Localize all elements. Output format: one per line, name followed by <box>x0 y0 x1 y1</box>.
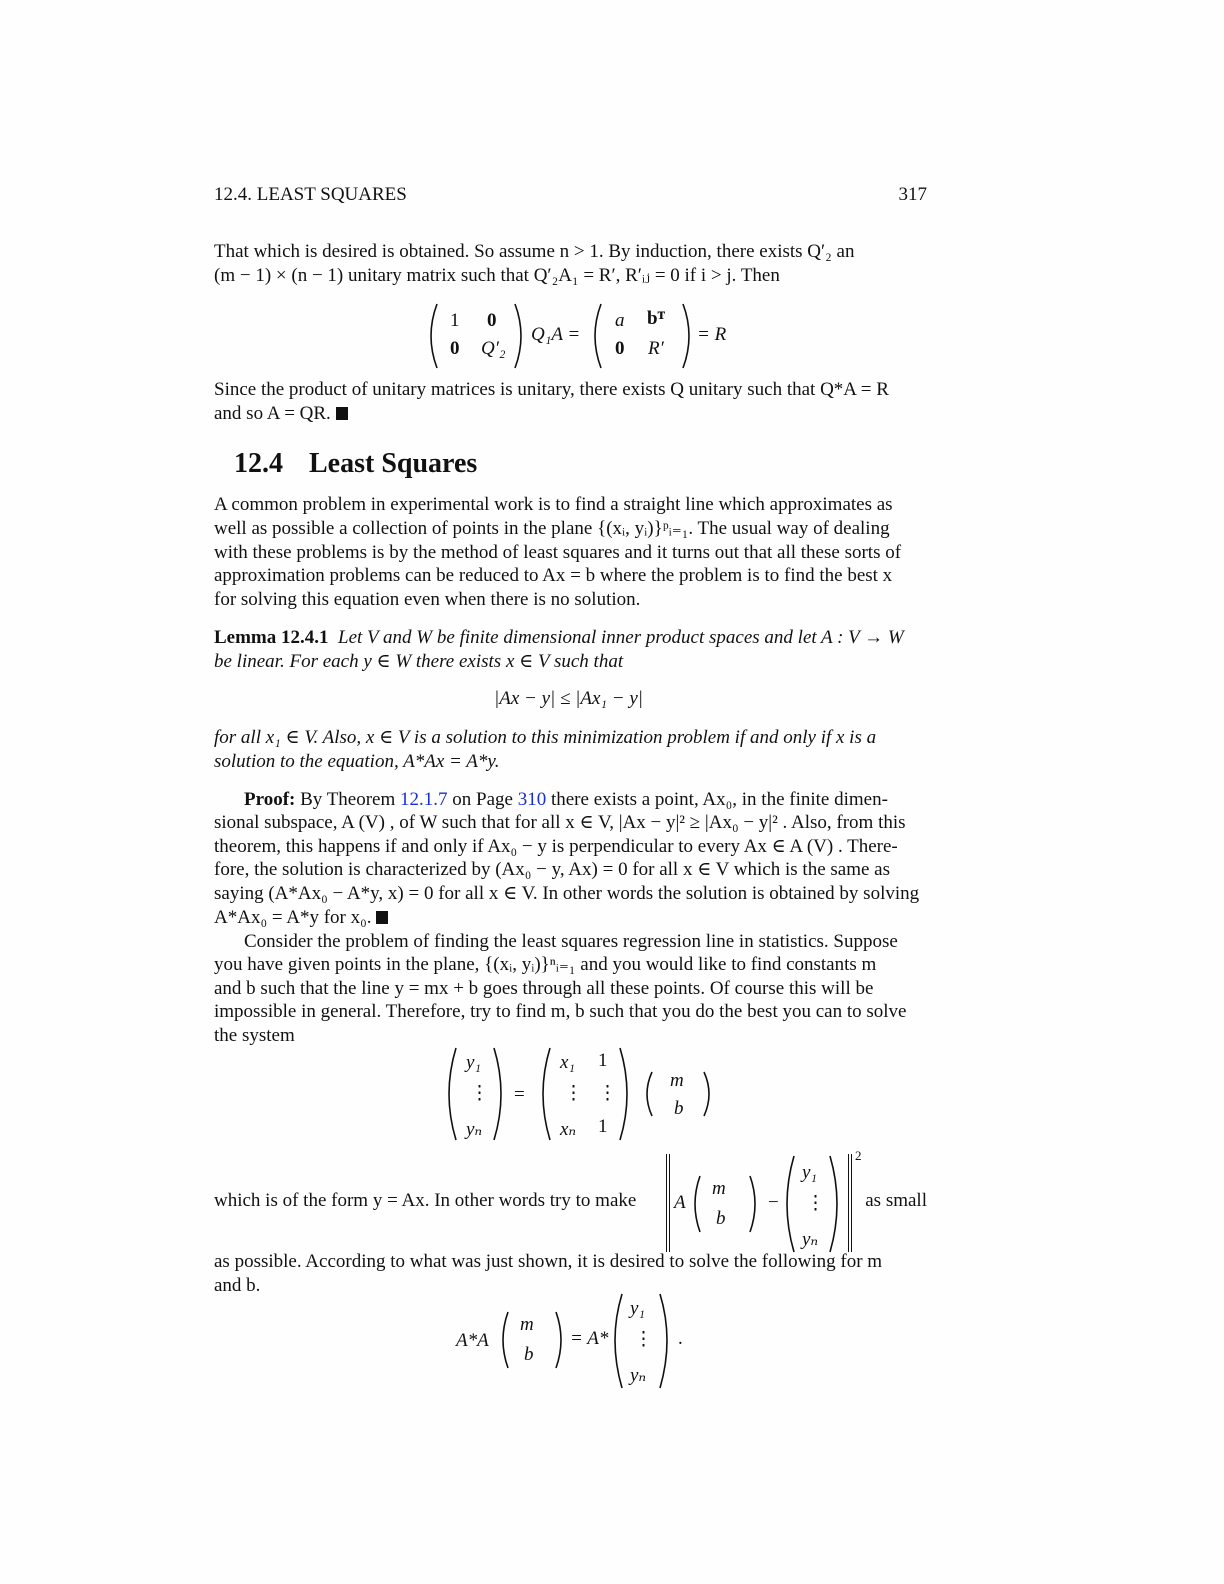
paragraph-line: and b such that the line y = mx + b goes through all these points. Of course this will be <box>214 978 874 999</box>
matrix-cell: ⋮ <box>564 1083 583 1104</box>
page-number: 317 <box>898 184 927 205</box>
vector-cell: y₁ <box>630 1298 646 1319</box>
matrix-cell: R′ <box>648 338 664 359</box>
lemma-line-2: be linear. For each y ∈ W there exists x ∈ V such that <box>214 651 624 672</box>
equation-block-normal-equations <box>456 1292 696 1392</box>
equation-block-matrix-qr <box>421 300 741 372</box>
paragraph-line: A common problem in experimental work is to find a straight line which approximates as <box>214 494 893 515</box>
vector-cell: ⋮ <box>470 1083 489 1104</box>
vector-cell: b <box>524 1344 534 1365</box>
vector-cell: yₙ <box>630 1365 647 1386</box>
proof-line: saying (A*Ax₀ − A*y, x) = 0 for all x ∈ V. In other words the solution is obtained by solving <box>214 883 920 904</box>
equation-block-system <box>442 1044 712 1144</box>
vector-cell: m <box>670 1070 684 1091</box>
vector-cell: m <box>712 1178 726 1199</box>
matrix-symbol: A <box>674 1192 686 1213</box>
vector-cell: y₁ <box>802 1162 818 1183</box>
norm-bar <box>851 1154 852 1252</box>
matrix-cell: bᵀ <box>647 308 665 329</box>
paragraph-line: and b. <box>214 1275 261 1296</box>
paragraph-line: the system <box>214 1025 295 1046</box>
norm-expression <box>666 1148 866 1256</box>
norm-bar <box>848 1154 849 1252</box>
intro-line-1: That which is desired is obtained. So assume n > 1. By induction, there exists Q′₂ an <box>214 241 855 262</box>
qed-square-icon <box>376 911 388 924</box>
intro-line-2: (m − 1) × (n − 1) unitary matrix such that Q′₂A₁ = R′, R′ᵢⱼ = 0 if i > j. Then <box>214 265 780 286</box>
proof-line-last: A*Ax₀ = A*y for x₀. <box>214 906 388 930</box>
equation-text: Q₁A = <box>531 324 581 345</box>
equation-text: = R <box>697 324 727 345</box>
exponent: 2 <box>855 1148 862 1163</box>
paragraph-line: well as possible a collection of points in the plane {(xᵢ, yᵢ)}ᵖᵢ₌₁. The usual way of dealing <box>214 518 890 539</box>
vector-cell: b <box>674 1098 684 1119</box>
proof-line: fore, the solution is characterized by (Ax₀ − y, Ax) = 0 for all x ∈ V which is the same as <box>214 859 890 880</box>
period: . <box>678 1328 683 1349</box>
section-heading: 12.4 Least Squares <box>234 448 478 479</box>
equation-text: A*A <box>456 1330 489 1351</box>
paragraph-line: approximation problems can be reduced to Ax = b where the problem is to find the best x <box>214 565 893 586</box>
matrix-cell: a <box>615 310 625 331</box>
theorem-link[interactable]: 12.1.7 <box>400 789 448 810</box>
lemma-line-1: Lemma 12.4.1 Let V and W be finite dimensional inner product spaces and let A : V → W <box>214 627 904 648</box>
paragraph-line: as possible. According to what was just shown, it is desired to solve the following for m <box>214 1251 883 1272</box>
matrix-cell: 0 <box>487 310 497 331</box>
form-line-tail: as small <box>865 1190 927 1211</box>
equation-text: = A* <box>570 1328 609 1349</box>
proof-label: Proof: <box>244 789 296 810</box>
qed-square-icon <box>336 407 348 420</box>
form-line-text: which is of the form y = Ax. In other words try to make <box>214 1190 637 1211</box>
matrix-cell: 1 <box>450 310 460 331</box>
paragraph-line: Consider the problem of finding the least squares regression line in statistics. Suppose <box>244 931 898 952</box>
vector-cell: ⋮ <box>806 1193 825 1214</box>
matrix-cell: 1 <box>598 1050 608 1071</box>
paragraph-line: you have given points in the plane, {(xᵢ, yᵢ)}ⁿᵢ₌₁ and you would like to find constants m <box>214 954 877 975</box>
since-line-2: and so A = QR. <box>214 402 348 426</box>
paragraph-line: with these problems is by the method of least squares and it turns out that all these sorts of <box>214 542 902 563</box>
lemma-line-3: for all x₁ ∈ V. Also, x ∈ V is a solution to this minimization problem if and only if x is a <box>214 727 877 748</box>
vector-cell: b <box>716 1208 726 1229</box>
proof-line: sional subspace, A (V) , of W such that for all x ∈ V, |Ax − y|² ≥ |Ax₀ − y|² . Also, from this <box>214 812 906 833</box>
since-line-1: Since the product of unitary matrices is unitary, there exists Q unitary such that Q*A = R <box>214 379 889 400</box>
running-header: 12.4. LEAST SQUARES <box>214 184 407 205</box>
matrix-cell: xₙ <box>560 1119 577 1140</box>
matrix-parens <box>666 1152 866 1256</box>
paragraph-line: impossible in general. Therefore, try to find m, b such that you do the best you can to solve <box>214 1001 907 1022</box>
vector-cell: m <box>520 1314 534 1335</box>
matrix-cell: x₁ <box>560 1052 576 1073</box>
vector-cell: yₙ <box>802 1229 819 1250</box>
proof-line: theorem, this happens if and only if Ax₀ − y is perpendicular to every Ax ∈ A (V) . There- <box>214 836 898 857</box>
minus-sign: − <box>768 1192 779 1213</box>
matrix-cell: 1 <box>598 1116 608 1137</box>
lemma-display-inequality: |Ax − y| ≤ |Ax₁ − y| <box>494 688 644 709</box>
matrix-cell: ⋮ <box>598 1083 617 1104</box>
paragraph-line: for solving this equation even when there is no solution. <box>214 589 641 610</box>
lemma-label: Lemma 12.4.1 <box>214 627 329 648</box>
matrix-cell: 0 <box>450 338 460 359</box>
equals-sign: = <box>514 1084 525 1105</box>
matrix-cell: 0 <box>615 338 625 359</box>
matrix-cell: Q′₂ <box>481 338 506 359</box>
proof-line-1: Proof: By Theorem 12.1.7 on Page 310 there exists a point, Ax₀, in the finite dimen- <box>244 789 888 810</box>
matrix-parens <box>421 300 741 372</box>
page-link[interactable]: 310 <box>517 789 547 810</box>
vector-cell: yₙ <box>466 1119 483 1140</box>
lemma-line-4: solution to the equation, A*Ax = A*y. <box>214 751 500 772</box>
vector-cell: ⋮ <box>634 1329 653 1350</box>
vector-cell: y₁ <box>466 1052 482 1073</box>
